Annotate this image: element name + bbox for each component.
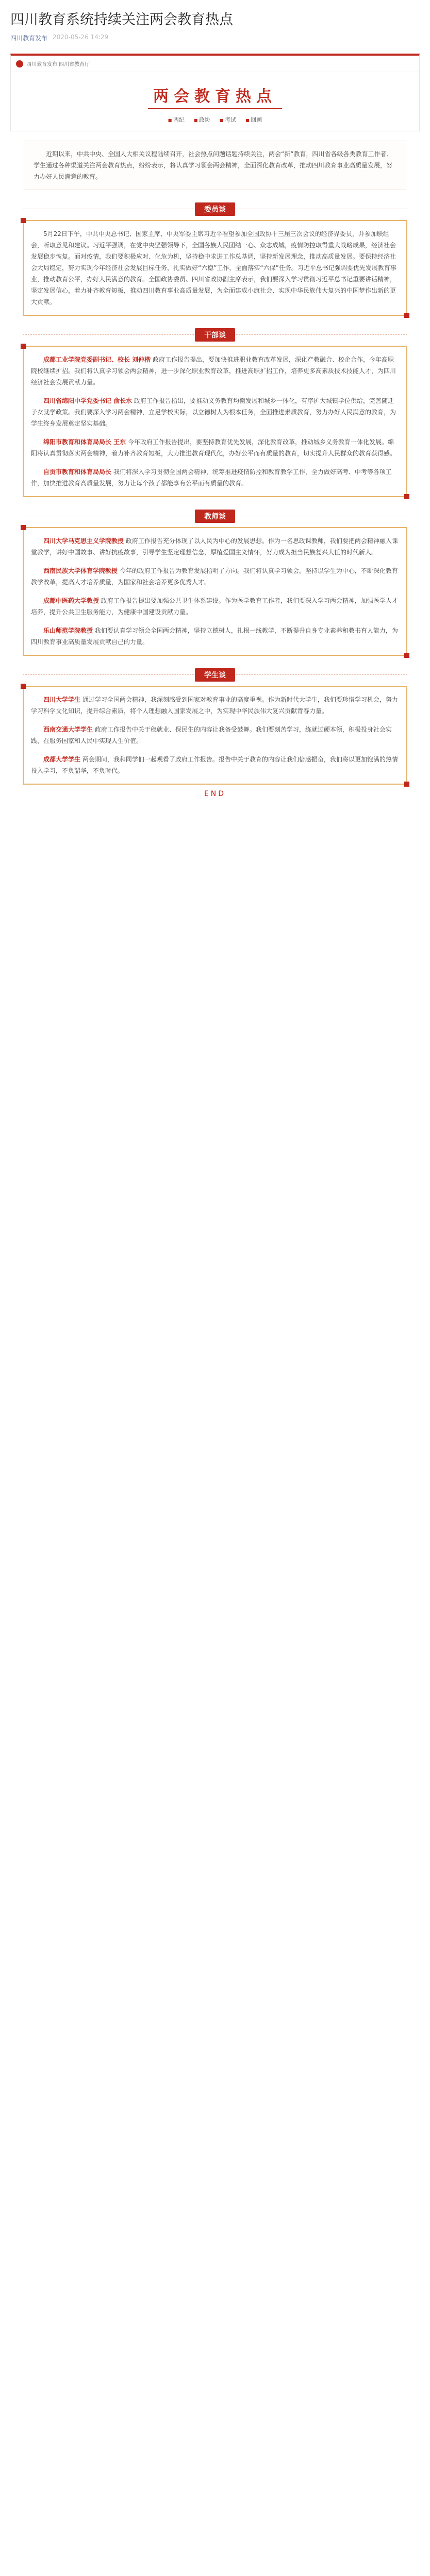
entry-speaker: 自贡市教育和体育局局长 <box>43 468 112 476</box>
entry-speaker: 乐山师范学院教授 <box>43 627 93 634</box>
entry-text: 我们将深入学习贯彻全国两会精神，统筹推进疫情防控和教育教学工作，全力做好高考、中考等各项工作，加快推进教育高质量发展，努力让每个孩子都能享有公平而有质量的教育。 <box>31 468 392 487</box>
banner-card-top <box>11 56 419 72</box>
article-page <box>0 0 430 824</box>
logo-icon <box>16 60 23 67</box>
section-header <box>23 328 407 342</box>
section-frame <box>23 220 407 316</box>
article-header <box>0 0 430 46</box>
section-label: 学生谈 <box>195 668 235 682</box>
entry-text: 政府工作报告提出要加强公共卫生体系建设。作为医学教育工作者，我们要深入学习两会精神，加强医学人才培养，提升公共卫生服务能力，为健康中国建设贡献力量。 <box>31 597 398 616</box>
end-mark: END <box>204 790 226 798</box>
entry <box>31 466 399 489</box>
section-header <box>23 510 407 523</box>
section-label: 干部谈 <box>195 328 235 342</box>
banner-card <box>10 54 420 131</box>
entry <box>31 395 399 429</box>
entry-speaker: 四川大学马克思主义学院教授 <box>43 537 124 545</box>
article-meta <box>10 33 420 42</box>
banner-tag: ■ 两纪 <box>168 115 185 124</box>
entry-speaker: 西南交通大学学生 <box>43 726 93 733</box>
entry-text: 政府工作报告指出，要推动义务教育均衡发展和城乡一体化，有序扩大城镇学位供给，完善随迁子女就学政策。我们要深入学习两会精神，立足学校实际，以立德树人为根本任务，全面推进素质教育，努力办好人民满意的教育，为学生终身发展奠定坚实基础。 <box>31 397 396 427</box>
entry-speaker: 成都大学学生 <box>43 756 81 763</box>
entry-text: 政府工作报告充分体现了以人民为中心的发展思想。作为一名思政课教师，我们要把两会精神融入课堂教学，讲好中国故事、讲好抗疫故事，引导学生坚定理想信念，厚植爱国主义情怀，努力成为担当民族复兴大任的时代新人。 <box>31 537 398 556</box>
entry-text: 政府工作报告提出，要加快推进职业教育改革发展，深化产教融合、校企合作，今年高职院校继续扩招。我们将认真学习领会两会精神，进一步深化职业教育改革，推进高职扩招工作，培养更多高素质技术技能人才，为四川经济社会发展贡献力量。 <box>31 356 396 386</box>
section-header <box>23 668 407 682</box>
entry <box>31 754 399 776</box>
banner-title-wrap <box>11 72 419 111</box>
banner-tag: ■ 回顾 <box>245 115 262 124</box>
account-link[interactable]: 四川教育发布 <box>10 35 48 42</box>
publish-date: 2020-05-26 14:29 <box>53 33 109 41</box>
banner-title: 两会教育热点 <box>153 83 277 106</box>
section-teachers <box>23 510 407 656</box>
section-label: 教师谈 <box>195 510 235 523</box>
entry-speaker: 成都中医药大学教授 <box>43 597 100 604</box>
entry-text: 通过学习全国两会精神，我深刻感受到国家对教育事业的高度重视。作为新时代大学生，我们要珍惜学习机会，努力学习科学文化知识，提升综合素质，将个人理想融入国家发展之中，为实现中华民族伟大复兴贡献青春力量。 <box>31 696 398 715</box>
entry-text: 5月22日下午，中共中央总书记、国家主席、中央军委主席习近平看望参加全国政协十三届三次会议的经济界委员，并参加联组会，听取意见和建议。习近平强调，在党中央坚强领导下，全国各族人民团结一心、众志成城，疫情防控取得重大战略成果，经济社会发展稳步恢复。面对疫情，我们要积极应对、化危为机，坚持稳中求进工作总基调，坚持新发展理念，推动高质量发展。要保持经济社会大局稳定，努力实现今年经济社会发展目标任务，扎实做好“六稳”工作，全面落实“六保”任务。习近平总书记强调要优先发展教育事业，推动教育公平，办好人民满意的教育。全国政协委员、四川省政协副主席表示，我们要深入学习贯彻习近平总书记重要讲话精神，坚定发展信心，着力补齐教育短板，推动四川教育事业高质量发展，为全面建成小康社会、实现中华民族伟大复兴的中国梦作出新的更大贡献。 <box>31 230 396 306</box>
entry-speaker: 四川省绵阳中学党委书记 俞长水 <box>43 397 133 404</box>
section-label: 委员谈 <box>195 202 235 216</box>
section-students <box>23 668 407 785</box>
section-frame <box>23 686 407 785</box>
section-cadres <box>23 328 407 497</box>
entry-speaker: 绵阳市教育和体育局局长 王东 <box>43 438 126 446</box>
section-frame <box>23 527 407 656</box>
entry-text: 今年的政府工作报告为教育发展指明了方向。我们将认真学习领会，坚持以学生为中心，不断深化教育教学改革，提高人才培养质量，为国家和社会培养更多优秀人才。 <box>31 567 398 586</box>
entry <box>31 565 399 588</box>
banner-tag: ■ 政协 <box>194 115 210 124</box>
entry-speaker: 西南民族大学体育学院教授 <box>43 567 118 574</box>
entry <box>31 354 399 388</box>
section-header <box>23 202 407 216</box>
entry-text: 今年政府工作报告提出，要坚持教育优先发展，深化教育改革，推动城乡义务教育一体化发展。绵阳将认真贯彻落实两会精神，着力补齐教育短板，大力推进教育现代化，办好公平而有质量的教育，切实提升人民群众的教育获得感。 <box>31 438 396 457</box>
entry <box>31 535 399 558</box>
banner-tags <box>11 111 419 131</box>
entry-text: 我们要认真学习领会全国两会精神，坚持立德树人，扎根一线教学，不断提升自身专业素养和教书育人能力，为四川教育事业高质量发展贡献自己的力量。 <box>31 627 398 646</box>
banner-tag: ■ 考试 <box>220 115 236 124</box>
section-frame <box>23 346 407 497</box>
entry-text: 两会期间，我和同学们一起观看了政府工作报告。报告中关于教育的内容让我们倍感振奋，我们将以更加饱满的热情投入学习，不负韶华，不负时代。 <box>31 756 398 774</box>
bottom-spacer <box>0 803 430 824</box>
banner-name: 四川教育发布 四川省教育厅 <box>26 62 90 67</box>
entry <box>31 436 399 459</box>
article-title: 四川教育系统持续关注两会教育热点 <box>10 12 233 28</box>
entry <box>31 724 399 747</box>
entry-text: 政府工作报告中关于稳就业、保民生的内容让我备受鼓舞。我们要刻苦学习，练就过硬本领，积极投身社会实践，在服务国家和人民中实现人生价值。 <box>31 726 392 744</box>
intro-paragraph: 近期以来，中共中央、全国人大相关议程陆续召开，社会热点问题话题持续关注，两会“新”教育，四川省各级各类教育工作者、学生通过各种渠道关注两会教育热点，纷纷表示，将认真学习领会两会精神，全面深化教育改革，推动四川教育事业高质量发展，努力办好人民满意的教育。 <box>24 141 406 190</box>
entry <box>31 595 399 618</box>
entry <box>31 228 399 308</box>
entry <box>31 625 399 648</box>
entry <box>31 694 399 717</box>
entry-speaker: 四川大学学生 <box>43 696 81 703</box>
section-committee <box>23 202 407 316</box>
entry-speaker: 成都工业学院党委副书记、校长 刘仲楷 <box>43 356 151 363</box>
